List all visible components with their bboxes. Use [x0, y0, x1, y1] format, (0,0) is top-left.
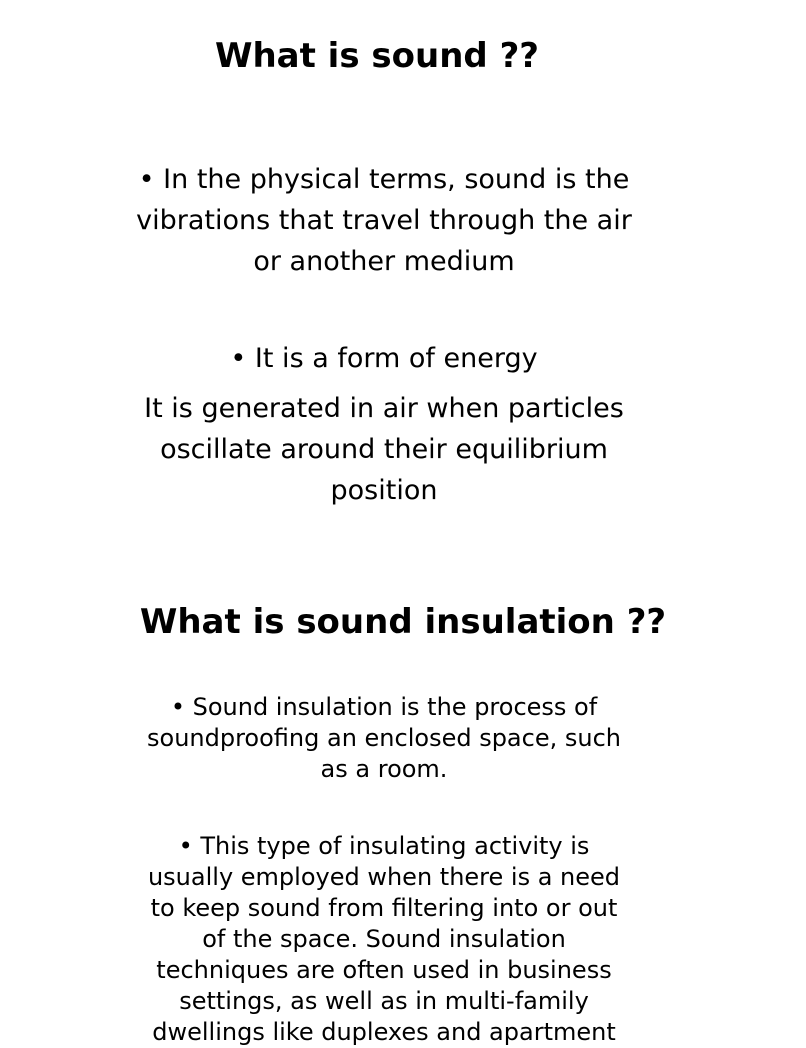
text-line: usually employed when there is a need	[147, 863, 621, 891]
bullet-physical-terms	[0, 159, 768, 282]
text-line: • In the physical terms, sound is the	[138, 164, 630, 195]
text-line: as a room.	[320, 755, 448, 783]
text-line: or another medium	[253, 246, 515, 277]
bullet-insulating-activity	[0, 831, 768, 1048]
text-line: vibrations that travel through the air	[136, 205, 632, 236]
paragraph-particles-oscillate	[0, 388, 768, 511]
text-line: settings, as well as in multi-family	[179, 987, 589, 1015]
bullet-form-of-energy: • It is a form of energy	[230, 343, 538, 374]
text-line: to keep sound from filtering into or out	[150, 894, 618, 922]
bullet-insulation-process	[0, 692, 768, 785]
text-line: oscillate around their equilibrium	[160, 434, 608, 465]
text-line: of the space. Sound insulation	[202, 925, 566, 953]
text-line: position	[330, 475, 438, 506]
text-line: It is generated in air when particles	[144, 393, 624, 424]
section-title-sound: What is sound ??	[214, 36, 540, 76]
text-line: • This type of insulating activity is	[178, 832, 590, 860]
text-line: techniques are often used in business	[156, 956, 612, 984]
text-line: dwellings like duplexes and apartment	[152, 1018, 616, 1046]
section-title-sound-insulation: What is sound insulation ??	[139, 602, 667, 642]
text-line: soundproofing an enclosed space, such	[147, 724, 621, 752]
text-line: • Sound insulation is the process of	[170, 693, 598, 721]
